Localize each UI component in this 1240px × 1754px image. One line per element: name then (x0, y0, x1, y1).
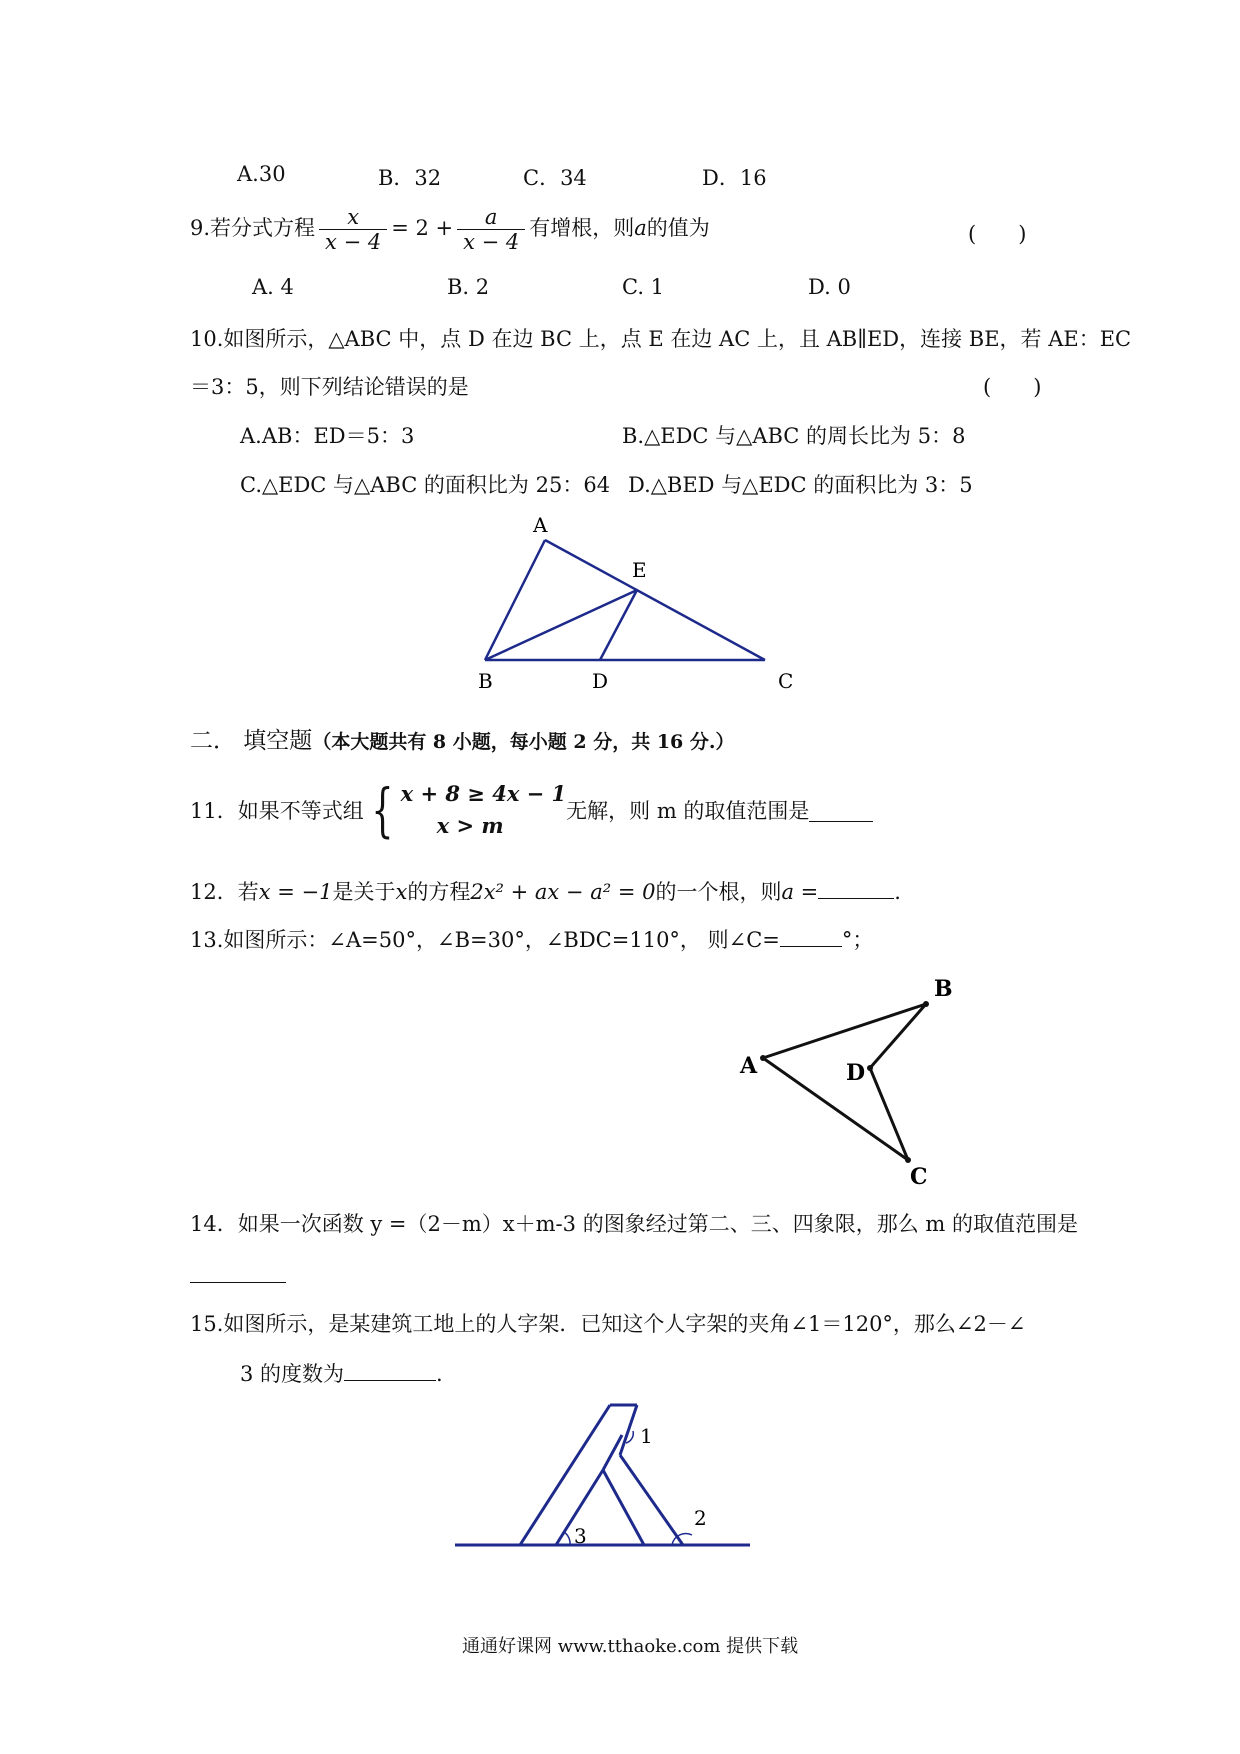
q9-suffix-b: 的值为 (646, 216, 710, 240)
q11-brace: { (371, 776, 394, 844)
q12-mid-1: 是关于 (332, 880, 396, 904)
q10-line-1: 10.如图所示，△ABC 中，点 D 在边 BC 上，点 E 在边 AC 上，且 AB∥ED，连接 BE，若 AE：EC (190, 327, 1132, 351)
question-13 (190, 924, 873, 954)
q10-triangle-figure (470, 510, 810, 695)
q11-inequalities (401, 778, 567, 842)
q9-frac2-den: x − 4 (457, 229, 525, 254)
q9-answer-paren: ( ) (968, 222, 1027, 246)
q10-label-d: D (592, 669, 609, 693)
q10-option-b: B.△EDC 与△ABC 的周长比为 5：8 (622, 424, 966, 448)
q14-answer-blank[interactable] (190, 1282, 286, 1283)
q11-ineq-2: x > m (436, 813, 504, 838)
q10-option-c: C.△EDC 与△ABC 的面积比为 25：64 (240, 473, 611, 497)
q15-label-3: 3 (574, 1524, 587, 1548)
page-footer: 通通好课网 www.tthaoke.com 提供下载 (462, 1636, 799, 1657)
q12-mid-3: 的一个根，则 (655, 880, 782, 904)
q12-end: . (894, 880, 901, 904)
q13-dart-figure (728, 968, 968, 1188)
q12-var-x: x (395, 880, 408, 904)
q12-cond: x = −1 (258, 880, 333, 904)
q10-label-c: C (778, 669, 794, 693)
q15-line-1: 15.如图所示，是某建筑工地上的人字架．已知这个人字架的夹角∠1＝120°，那么∠2－∠ (190, 1312, 1026, 1336)
q10-option-d: D.△BED 与△EDC 的面积比为 3：5 (628, 473, 973, 497)
q15-answer-blank[interactable] (344, 1360, 436, 1381)
q15-label-1: 1 (640, 1424, 653, 1448)
q15-trestle-figure (450, 1395, 760, 1570)
q10-label-a: A (533, 513, 548, 537)
section-2-note: （本大题共有 8 小题，每小题 2 分，共 16 分.） (312, 731, 735, 753)
q9-frac1-den: x − 4 (319, 229, 387, 254)
q12-equation: 2x² + ax − a² = 0 (470, 880, 656, 904)
q11-suffix: 无解，则 m 的取值范围是 (566, 799, 810, 823)
section-2-title: 二． 填空题 (190, 728, 313, 754)
q13-label-b: B (934, 976, 953, 1002)
q14-line-1: 14．如果一次函数 y =（2－m）x＋m-3 的图象经过第二、三、四象限，那么 m 的取值范围是 (190, 1212, 1078, 1236)
q9-option-a: A. 4 (252, 275, 294, 299)
q10-label-e: E (632, 558, 647, 582)
q10-line-2: ＝3：5，则下列结论错误的是 (190, 375, 469, 399)
q8-option-c: C．34 (523, 166, 587, 190)
q10-label-b: B (478, 669, 493, 693)
q9-frac1-num: x (347, 205, 360, 229)
q15-line-2 (240, 1358, 443, 1388)
question-9 (190, 205, 710, 254)
q8-option-d: D．16 (702, 166, 767, 190)
q9-prefix: 9.若分式方程 (190, 216, 316, 240)
q9-equals: = 2 + (391, 216, 454, 240)
section-2-heading (190, 722, 735, 755)
q15-label-2: 2 (694, 1506, 707, 1530)
q10-option-a: A.AB：ED＝5：3 (240, 424, 415, 448)
question-12 (190, 876, 901, 906)
q13-end: °； (841, 928, 874, 952)
q9-fraction-2 (457, 205, 525, 254)
q15-end: . (436, 1362, 443, 1386)
q12-prefix: 12．若 (190, 880, 259, 904)
q13-text: 13.如图所示：∠A=50°，∠B=30°，∠BDC=110°， 则∠C= (190, 928, 780, 952)
q11-prefix: 11．如果不等式组 (190, 799, 364, 823)
q11-answer-blank[interactable] (809, 799, 873, 822)
q13-label-d: D (846, 1060, 866, 1086)
q9-suffix-a: 有增根，则 (529, 216, 635, 240)
q13-answer-blank[interactable] (780, 926, 842, 947)
q8-option-b: B．32 (378, 166, 442, 190)
q10-answer-paren: ( ) (983, 375, 1042, 399)
q12-answer-lhs: a = (781, 880, 819, 904)
q13-label-a: A (740, 1053, 758, 1079)
q15-line-2-text: 3 的度数为 (240, 1362, 345, 1386)
q8-option-a: A.30 (237, 162, 286, 186)
q13-label-c: C (910, 1164, 928, 1188)
q11-ineq-1: x + 8 ≥ 4x − 1 (400, 781, 567, 806)
q9-option-c: C. 1 (622, 275, 665, 299)
q11-system (364, 778, 566, 842)
q9-option-b: B. 2 (447, 275, 490, 299)
q9-frac2-num: a (484, 205, 498, 229)
q9-fraction-1 (319, 205, 387, 254)
q12-answer-blank[interactable] (818, 878, 894, 899)
q12-mid-2: 的方程 (407, 880, 471, 904)
q9-var: a (634, 216, 647, 240)
question-11 (190, 778, 873, 842)
q9-option-d: D. 0 (808, 275, 851, 299)
